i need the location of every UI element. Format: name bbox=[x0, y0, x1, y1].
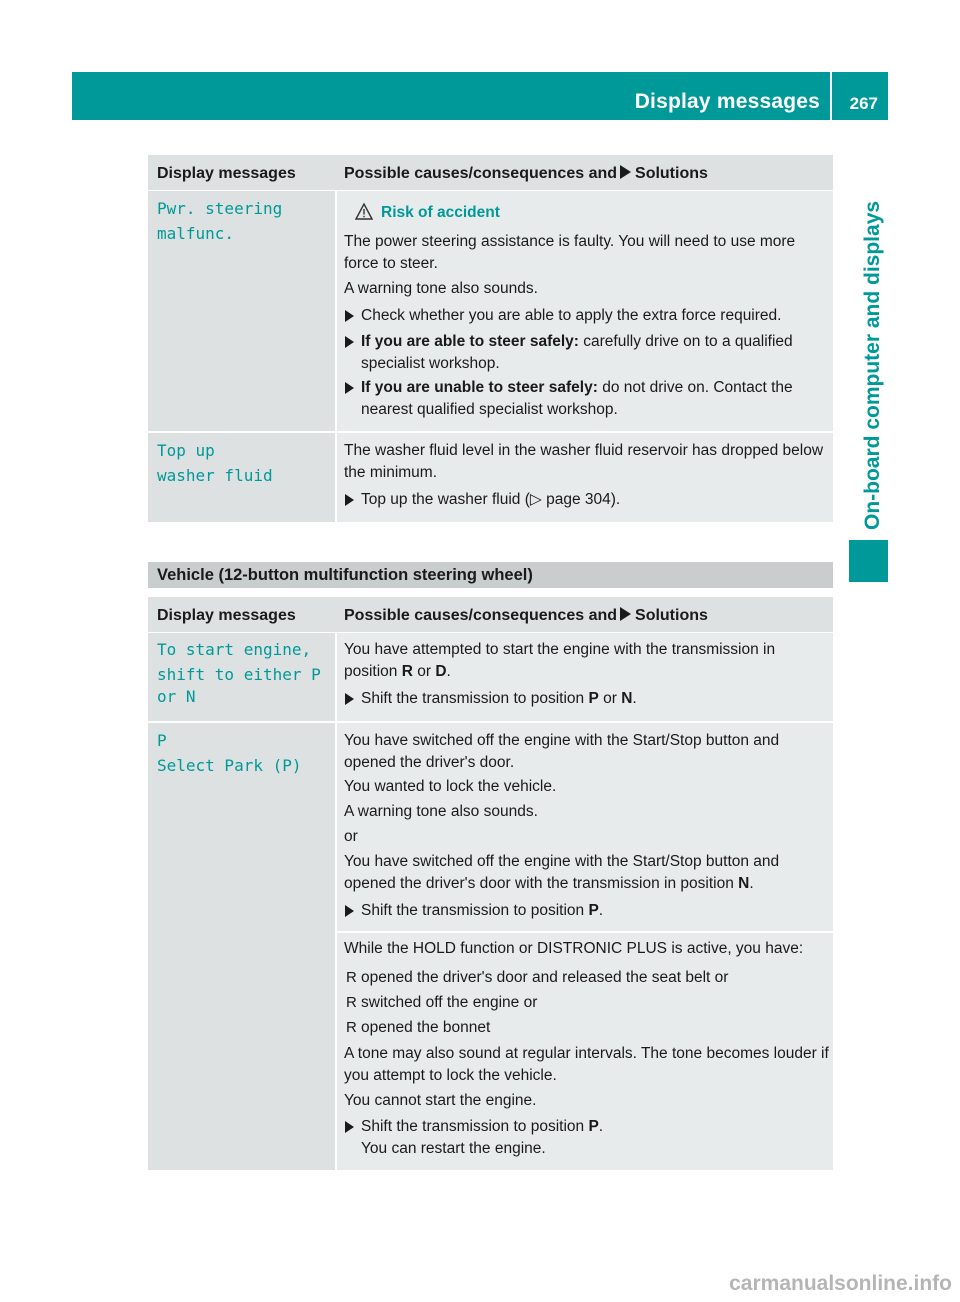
table-header bbox=[148, 597, 833, 632]
arrow-icon bbox=[345, 1121, 354, 1133]
arrow-icon bbox=[620, 607, 631, 621]
display-message: Pwr. steering bbox=[157, 199, 283, 218]
arrow-icon bbox=[345, 494, 354, 506]
paragraph: A warning tone also sounds. bbox=[344, 280, 538, 297]
section-heading bbox=[148, 562, 833, 588]
paragraph: You have switched off the engine with the Start/Stop button and opened the driver's door. bbox=[344, 732, 780, 771]
message-cell bbox=[148, 433, 335, 522]
display-message: P bbox=[157, 731, 167, 750]
paragraph: You have attempted to start the engine with the transmission in position R or D. bbox=[344, 641, 776, 680]
header-bar bbox=[72, 72, 888, 120]
paragraph: A warning tone also sounds. bbox=[344, 803, 538, 820]
table-row bbox=[148, 723, 833, 1170]
table-row bbox=[148, 433, 833, 522]
display-message: Top up bbox=[157, 441, 215, 460]
solution-cell bbox=[337, 723, 833, 931]
instruction: Top up the washer fluid (▷ page 304). bbox=[344, 489, 829, 511]
display-message: shift to either P bbox=[157, 665, 321, 684]
arrow-icon bbox=[345, 693, 354, 705]
page-title: Display messages bbox=[634, 90, 820, 113]
display-message: To start engine, bbox=[157, 640, 312, 659]
instruction: Shift the transmission to position P. bbox=[344, 900, 829, 922]
display-message: washer fluid bbox=[157, 466, 273, 485]
header-divider bbox=[830, 72, 832, 120]
side-tab-marker bbox=[849, 540, 888, 582]
paragraph: You cannot start the engine. bbox=[344, 1092, 537, 1109]
bullet-icon: R bbox=[346, 969, 357, 986]
instruction: Shift the transmission to position P. You can restart the engine. bbox=[344, 1116, 829, 1160]
table-row bbox=[148, 633, 833, 721]
arrow-icon bbox=[345, 336, 354, 348]
arrow-icon bbox=[345, 382, 354, 394]
arrow-icon bbox=[345, 905, 354, 917]
solution-cell bbox=[337, 433, 833, 522]
list-item: R opened the driver's door and released the seat belt or bbox=[344, 967, 829, 989]
instruction: Check whether you are able to apply the extra force required. bbox=[344, 305, 829, 327]
bullet-icon: R bbox=[346, 994, 357, 1011]
paragraph: While the HOLD function or DISTRONIC PLUS is active, you have: bbox=[344, 940, 804, 957]
arrow-icon bbox=[620, 165, 631, 179]
display-message: Select Park (P) bbox=[157, 756, 302, 775]
paragraph: You have switched off the engine with the Start/Stop button and opened the driver's door with the transmission in position N. bbox=[344, 853, 780, 892]
paragraph: The power steering assistance is faulty. You will need to use more force to steer. bbox=[344, 233, 796, 272]
solution-cell bbox=[337, 191, 833, 431]
col-header-causes: Possible causes/consequences and Solutions bbox=[344, 607, 708, 624]
instruction: Shift the transmission to position P or N. bbox=[344, 688, 829, 710]
solution-cell bbox=[337, 633, 833, 721]
col-header-causes: Possible causes/consequences and Solutions bbox=[344, 165, 708, 182]
display-message: malfunc. bbox=[157, 224, 235, 243]
paragraph: or bbox=[344, 828, 358, 845]
paragraph: The washer fluid level in the washer fluid reservoir has dropped below the minimum. bbox=[344, 442, 824, 481]
instruction: If you are unable to steer safely: do not drive on. Contact the nearest qualified specialist workshop. bbox=[344, 377, 829, 421]
list-item: R opened the bonnet bbox=[344, 1017, 829, 1039]
paragraph: You wanted to lock the vehicle. bbox=[344, 778, 557, 795]
page-number: 267 bbox=[849, 94, 878, 113]
col-header-messages: Display messages bbox=[157, 165, 296, 182]
arrow-icon bbox=[345, 310, 354, 322]
solution-cell bbox=[337, 933, 833, 1170]
paragraph: A tone may also sound at regular intervals. The tone becomes louder if you attempt to lock the vehicle. bbox=[344, 1045, 829, 1084]
col-header-messages: Display messages bbox=[157, 607, 296, 624]
risk-warning: Risk of accident bbox=[344, 203, 500, 222]
table-header bbox=[148, 155, 833, 190]
list-item: R switched off the engine or bbox=[344, 992, 829, 1014]
message-cell bbox=[148, 723, 335, 1170]
side-tab-label: On-board computer and displays bbox=[861, 200, 884, 530]
message-cell bbox=[148, 633, 335, 721]
bullet-icon: R bbox=[346, 1019, 357, 1036]
warning-triangle-icon bbox=[355, 203, 373, 220]
instruction: If you are able to steer safely: carefully drive on to a qualified specialist workshop. bbox=[344, 331, 829, 375]
section-title: Vehicle (12-button multifunction steering wheel) bbox=[157, 566, 533, 584]
watermark: carmanualsonline.info bbox=[729, 1272, 952, 1295]
table-row bbox=[148, 191, 833, 431]
message-cell bbox=[148, 191, 335, 431]
display-message: or N bbox=[157, 687, 196, 706]
